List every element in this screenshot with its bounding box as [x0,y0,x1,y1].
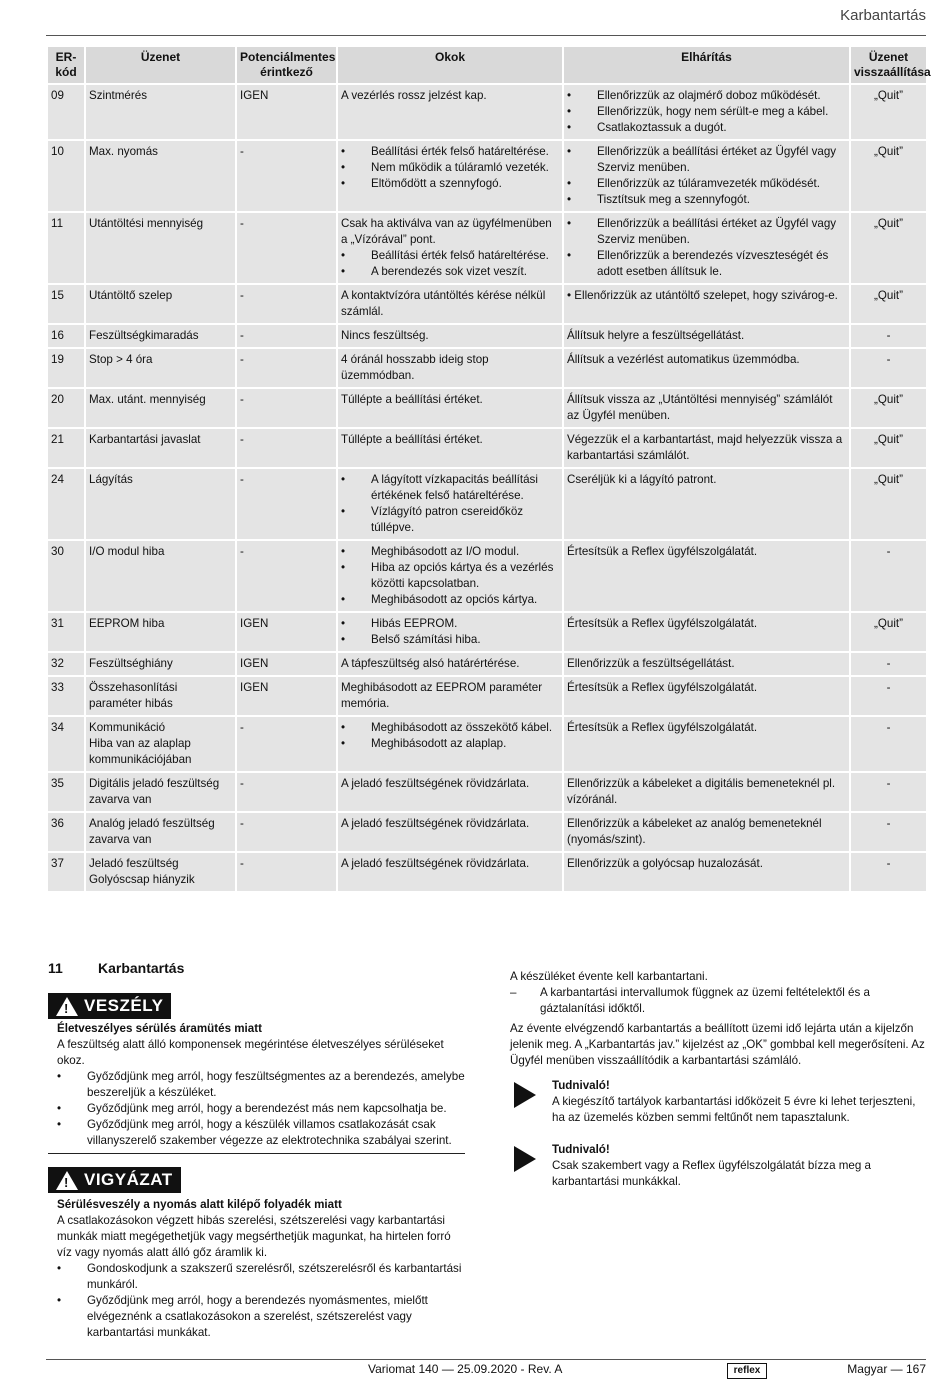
message-cell [86,613,235,651]
table-row [48,141,926,211]
caution-title: Sérülésveszély a nyomás alatt kilépő folyadék miatt [57,1198,342,1211]
message-cell [86,853,235,891]
error-code-cell: 33 [48,677,84,715]
message-cell [86,469,235,539]
message-line: Stop > 4 óra [89,353,153,366]
message-line: Max. utánt. mennyiség [89,393,206,406]
warning-triangle-icon: ! [56,997,78,1016]
list-item: • Ellenőrizzük a beállítási értéket az Ügyfél vagy Szerviz menüben. [567,144,846,176]
causes-cell [338,717,562,771]
col-header-remedy: Elhárítás [564,47,849,83]
message-line: Összehasonlítási paraméter hibás [89,681,178,710]
remedy-cell [564,613,849,651]
table-row [48,469,926,539]
cell-text: Cseréljük ki a lágyító patront. [567,473,717,486]
error-code-cell: 10 [48,141,84,211]
table-row [48,541,926,611]
remedy-cell [564,469,849,539]
error-code-cell: 35 [48,773,84,811]
maintenance-text [510,969,928,1069]
note-arrow-icon [514,1146,536,1172]
list-item: • Ellenőrizzük az túláramvezeték működését. [567,176,846,192]
maintenance-dash-item: – A karbantartási intervallumok függnek az üzemi feltételektől és a gáztalanítási időktől. [510,985,928,1017]
causes-cell [338,349,562,387]
cell-text: Ellenőrizzük a feszültségellátást. [567,657,735,670]
table-header-row [48,47,926,83]
message-line: Max. nyomás [89,145,158,158]
list-item: • Hiba az opciós kártya és a vezérlés közötti kapcsolatban. [341,560,559,592]
contact-cell: - [237,717,336,771]
message-cell [86,325,235,347]
error-code-cell: 16 [48,325,84,347]
table-row [48,853,926,891]
section-heading [48,961,184,977]
reset-cell: „Quit” [851,429,926,467]
danger-block [57,1021,465,1149]
message-line: Analóg jeladó feszültség zavarva van [89,817,215,846]
remedy-cell [564,213,849,283]
remedy-cell [564,853,849,891]
list-item: • Ellenőrizzük, hogy nem sérült-e meg a kábel. [567,104,846,120]
error-code-cell: 15 [48,285,84,323]
reset-cell: „Quit” [851,141,926,211]
error-table [46,45,931,893]
error-code-cell: 21 [48,429,84,467]
cell-text: Csak ha aktiválva van az ügyfélmenüben a „Vízórával” pont. [341,217,552,246]
cell-text: Ellenőrizzük a kábeleket az analóg bemeneteknél (nyomás/szint). [567,817,822,846]
message-line: Feszültséghiány [89,657,173,670]
reset-cell: „Quit” [851,469,926,539]
cell-text: Állítsuk vissza az „Utántöltési mennyiség” számlálót az Ügyfél menüben. [567,393,833,422]
reset-cell: „Quit” [851,213,926,283]
table-row [48,773,926,811]
contact-cell: IGEN [237,677,336,715]
bullet-list [341,544,559,608]
error-code-cell: 32 [48,653,84,675]
bullet-list [341,144,559,192]
remedy-cell [564,389,849,427]
footer-doc-info: Variomat 140 — 25.09.2020 - Rev. A [368,1362,563,1376]
remedy-cell [564,325,849,347]
list-item: • Eltömődött a szennyfogó. [341,176,559,192]
remedy-cell [564,773,849,811]
note-arrow-icon [514,1082,536,1108]
message-line: Jeladó feszültség [89,857,179,870]
list-item: • Győződjünk meg arról, hogy a berendezés nyomásmentes, mielőtt elvégeznénk a csatlakozásokon a szerelést, szétszerelést vagy karbantartási munkákat. [57,1293,465,1341]
contact-cell: - [237,285,336,323]
bullet-list [341,616,559,648]
message-line: Kommunikáció [89,721,166,734]
reset-cell: - [851,677,926,715]
message-cell [86,213,235,283]
message-cell [86,389,235,427]
danger-label: VESZÉLY [84,996,164,1016]
caution-text: A csatlakozásokon végzett hibás szerelési, szétszerelési vagy karbantartási munkák miatt megégethetjük vagy megsérthetjük magunkat, ha hirtelen forró víz vagy nyomás alatt álló gőz áramlik ki. [57,1214,451,1259]
message-cell [86,717,235,771]
contact-cell: - [237,325,336,347]
col-header-causes: Okok [338,47,562,83]
list-item: • Ellenőrizzük a beállítási értéket az Ügyfél vagy Szerviz menüben. [567,216,846,248]
bullet-list [341,720,559,752]
message-cell [86,85,235,139]
message-line: Karbantartási javaslat [89,433,201,446]
cell-text: Túllépte a beállítási értéket. [341,433,483,446]
bullet-list [567,144,846,208]
message-line: Lágyítás [89,473,133,486]
table-row [48,85,926,139]
contact-cell: IGEN [237,613,336,651]
cell-text: Ellenőrizzük a golyócsap huzalozását. [567,857,763,870]
header-divider [46,35,926,36]
list-item: • A lágyított vízkapacitás beállítási értékének felső határeltérése. [341,472,559,504]
message-cell [86,653,235,675]
cell-text: A jeladó feszültségének rövidzárlata. [341,817,530,830]
cell-text: A tápfeszültség alsó határértérése. [341,657,520,670]
note-block-2 [510,1142,928,1190]
list-item: • Beállítási érték felső határeltérése. [341,144,559,160]
cell-text: Nincs feszültség. [341,329,429,342]
reset-cell: - [851,653,926,675]
footer-page-number: Magyar — 167 [847,1362,926,1376]
table-row [48,325,926,347]
cell-text: Meghibásodott az EEPROM paraméter memória. [341,681,543,710]
causes-cell [338,773,562,811]
remedy-cell [564,717,849,771]
contact-cell: - [237,773,336,811]
contact-cell: - [237,141,336,211]
error-code-cell: 24 [48,469,84,539]
contact-cell: - [237,853,336,891]
reset-cell: - [851,349,926,387]
list-item: • A berendezés sok vizet veszít. [341,264,559,280]
causes-cell [338,141,562,211]
list-item: • Meghibásodott az alaplap. [341,736,559,752]
table-row [48,677,926,715]
section-number: 11 [48,960,63,976]
cell-text: Állítsuk a vezérlést automatikus üzemmódba. [567,353,800,366]
table-row [48,813,926,851]
causes-cell [338,853,562,891]
message-line: Hiba van az alaplap kommunikációjában [89,737,192,766]
causes-cell [338,429,562,467]
note-text: A kiegészítő tartályok karbantartási időközeit 5 évre ki lehet terjeszteni, ha az üzemelés közben semmi feltűnőt nem tapasztalunk. [552,1095,916,1124]
col-header-reset: Üzenet visszaállítása [851,47,926,83]
reset-cell: - [851,773,926,811]
list-item: • Vízlágyító patron csereidőköz túllépve. [341,504,559,536]
causes-cell [338,613,562,651]
danger-text: A feszültség alatt álló komponensek megérintése életveszélyes sérüléseket okoz. [57,1038,444,1067]
list-item: • Gondoskodjunk a szakszerű szerelésről, szétszerelésről és karbantartási munkáról. [57,1261,465,1293]
list-item: • Győződjünk meg arról, hogy a berendezést más nem kapcsolhatja be. [57,1101,465,1117]
remedy-cell [564,653,849,675]
error-code-cell: 34 [48,717,84,771]
note-title: Tudnivaló! [552,1079,610,1092]
danger-list [57,1069,465,1149]
remedy-cell [564,813,849,851]
remedy-cell [564,85,849,139]
error-code-cell: 19 [48,349,84,387]
contact-cell: - [237,541,336,611]
causes-cell [338,677,562,715]
cell-text: A kontaktvízóra utántöltés kérése nélkül számlál. [341,289,546,318]
cell-text: • Ellenőrizzük az utántöltő szelepet, hogy szivárog-e. [567,289,838,302]
causes-cell [338,85,562,139]
table-row [48,653,926,675]
bullet-list [567,216,846,280]
danger-divider [48,1153,465,1154]
bullet-list [567,88,846,136]
contact-cell: - [237,213,336,283]
cell-text: 4 óránál hosszabb ideig stop üzemmódban. [341,353,489,382]
list-item: • Meghibásodott az összekötő kábel. [341,720,559,736]
table-body [48,85,926,891]
cell-text: A jeladó feszültségének rövidzárlata. [341,777,530,790]
remedy-cell [564,541,849,611]
contact-cell: - [237,429,336,467]
contact-cell: IGEN [237,85,336,139]
list-item: • Győződjünk meg arról, hogy a készülék villamos csatlakozását csak villanyszerelő szakember végezze az elektrotechnika szabályai szerint. [57,1117,465,1149]
bullet-list [341,248,559,280]
reflex-logo: reflex [727,1363,767,1379]
reset-cell: - [851,813,926,851]
message-line: Utántöltő szelep [89,289,173,302]
message-cell [86,541,235,611]
col-header-code: ER-kód [48,47,84,83]
causes-cell [338,325,562,347]
caution-list [57,1261,465,1341]
message-line: EEPROM hiba [89,617,165,630]
error-code-cell: 30 [48,541,84,611]
causes-cell [338,213,562,283]
table-row [48,613,926,651]
cell-text: Túllépte a beállítási értéket. [341,393,483,406]
reset-cell: „Quit” [851,613,926,651]
cell-text: A vezérlés rossz jelzést kap. [341,89,487,102]
error-code-cell: 20 [48,389,84,427]
contact-cell: - [237,469,336,539]
danger-badge [48,993,171,1019]
remedy-cell [564,141,849,211]
reset-cell: - [851,325,926,347]
causes-cell [338,285,562,323]
note-text: Csak szakembert vagy a Reflex ügyfélszolgálatát bízza meg a karbantartási munkákkal. [552,1159,871,1188]
message-line: Szintmérés [89,89,147,102]
message-cell [86,285,235,323]
message-cell [86,773,235,811]
causes-cell [338,469,562,539]
list-item: • Csatlakoztassuk a dugót. [567,120,846,136]
message-line: Golyóscsap hiányzik [89,873,195,886]
table-row [48,389,926,427]
cell-text: Értesítsük a Reflex ügyfélszolgálatát. [567,721,758,734]
causes-cell [338,389,562,427]
caution-block [57,1197,465,1341]
causes-cell [338,813,562,851]
reset-cell: - [851,853,926,891]
remedy-cell [564,349,849,387]
error-code-cell: 11 [48,213,84,283]
error-code-cell: 31 [48,613,84,651]
cell-text: Értesítsük a Reflex ügyfélszolgálatát. [567,681,758,694]
col-header-contact: Potenciálmentes érintkező [237,47,336,83]
list-item: • Meghibásodott az I/O modul. [341,544,559,560]
caution-label: VIGYÁZAT [84,1170,173,1190]
danger-title: Életveszélyes sérülés áramütés miatt [57,1022,262,1035]
remedy-cell [564,429,849,467]
cell-text: Végezzük el a karbantartást, majd helyezzük vissza a karbantartási számlálót. [567,433,843,462]
warning-triangle-icon: ! [56,1171,78,1190]
message-line: I/O modul hiba [89,545,165,558]
message-line: Feszültségkimaradás [89,329,199,342]
table-row [48,349,926,387]
cell-text: Állítsuk helyre a feszültségellátást. [567,329,745,342]
list-item: • Ellenőrizzük a berendezés vízveszteségét és adott esetben állítsuk le. [567,248,846,280]
maintenance-paragraph: A készüléket évente kell karbantartani. [510,970,708,983]
reset-cell: „Quit” [851,285,926,323]
cell-text: Ellenőrizzük a kábeleket a digitális bemeneteknél pl. vízóránál. [567,777,836,806]
message-line: Utántöltési mennyiség [89,217,204,230]
bullet-list [341,472,559,536]
causes-cell [338,541,562,611]
remedy-cell [564,285,849,323]
col-header-message: Üzenet [86,47,235,83]
note-title: Tudnivaló! [552,1143,610,1156]
cell-text: Értesítsük a Reflex ügyfélszolgálatát. [567,545,758,558]
table-row [48,285,926,323]
causes-cell [338,653,562,675]
message-line: Digitális jeladó feszültség zavarva van [89,777,220,806]
caution-badge [48,1167,181,1193]
error-code-cell: 09 [48,85,84,139]
reset-cell: - [851,541,926,611]
list-item: • Ellenőrizzük az olajmérő doboz működését. [567,88,846,104]
contact-cell: - [237,813,336,851]
list-item: • Belső számítási hiba. [341,632,559,648]
page-header-title: Karbantartás [840,7,926,24]
contact-cell: IGEN [237,653,336,675]
message-cell [86,349,235,387]
cell-text: A jeladó feszültségének rövidzárlata. [341,857,530,870]
message-cell [86,813,235,851]
list-item: • Győződjünk meg arról, hogy feszültségmentes az a berendezés, amelybe beszereljük a készüléket. [57,1069,465,1101]
table-row [48,429,926,467]
list-item: • Nem működik a túláramló vezeték. [341,160,559,176]
reset-cell: „Quit” [851,85,926,139]
error-code-cell: 36 [48,813,84,851]
table-row [48,213,926,283]
footer-divider [46,1359,926,1360]
table-row [48,717,926,771]
contact-cell: - [237,349,336,387]
message-cell [86,429,235,467]
error-code-cell: 37 [48,853,84,891]
contact-cell: - [237,389,336,427]
reset-cell: „Quit” [851,389,926,427]
message-cell [86,141,235,211]
cell-text: Értesítsük a Reflex ügyfélszolgálatát. [567,617,758,630]
maintenance-paragraph: Az évente elvégzendő karbantartás a beállított üzemi idő lejárta után a kijelzőn jelenik meg. A „Karbantartás jav.” kijelzést az „OK” gombbal kell megerősíteni. Az Ügyfél menüben visszaállítódik a karbantartási számláló. [510,1022,925,1067]
list-item: • Meghibásodott az opciós kártya. [341,592,559,608]
list-item: • Beállítási érték felső határeltérése. [341,248,559,264]
reset-cell: - [851,717,926,771]
remedy-cell [564,677,849,715]
message-cell [86,677,235,715]
list-item: • Hibás EEPROM. [341,616,559,632]
section-title: Karbantartás [98,960,185,976]
note-block-1 [510,1078,928,1126]
list-item: • Tisztítsuk meg a szennyfogót. [567,192,846,208]
